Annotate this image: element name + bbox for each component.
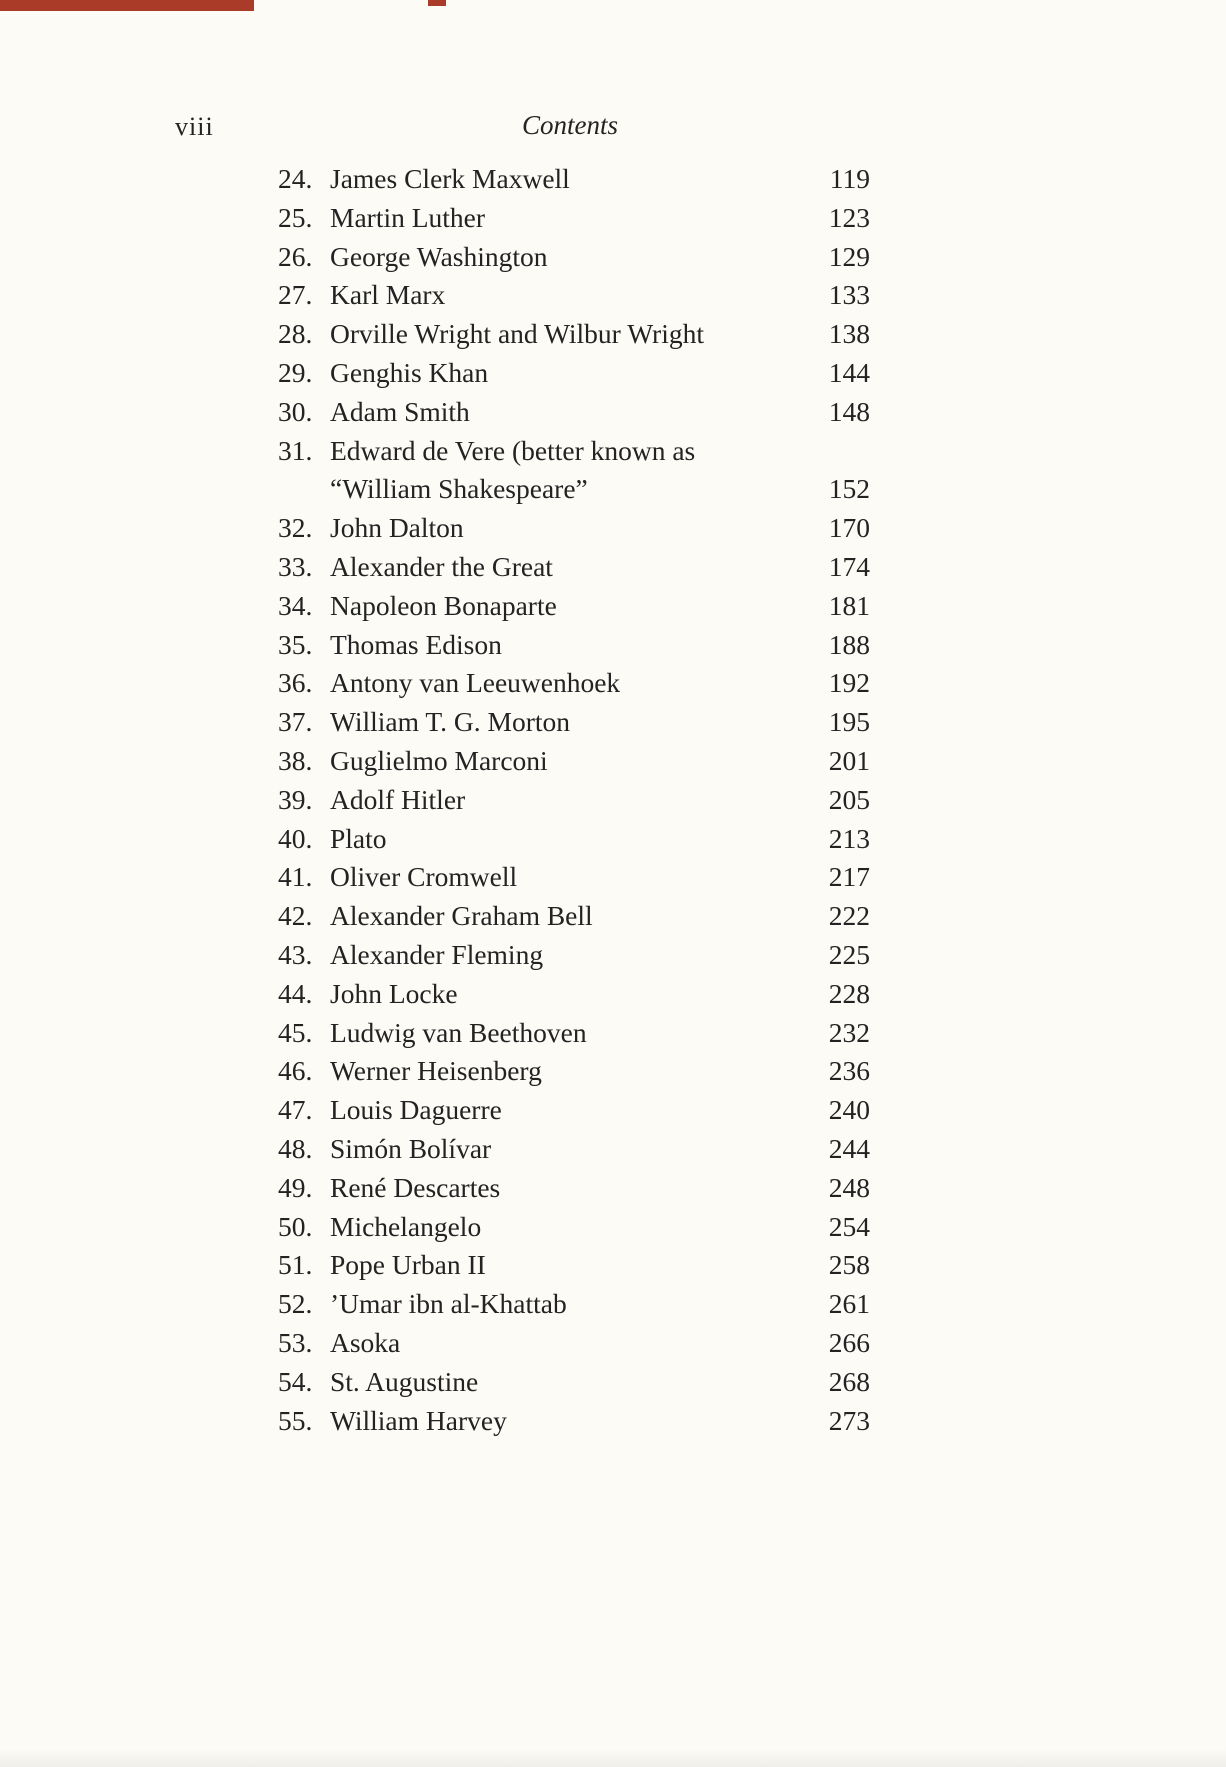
red-edge-mark: [0, 0, 254, 11]
toc-entry: [278, 626, 870, 665]
toc-entry-page: 174: [828, 550, 870, 582]
running-head-contents: Contents: [521, 110, 618, 140]
toc-entry-title: William T. G. Morton: [330, 706, 571, 738]
toc-entry: [278, 703, 870, 742]
toc-entry-number: 48.: [278, 1132, 313, 1164]
toc-entry-number: 37.: [278, 706, 313, 738]
toc-entry-number: 43.: [278, 938, 313, 970]
toc-entry-number: 46.: [278, 1055, 313, 1087]
toc-entry-number: 26.: [278, 240, 313, 272]
toc-entry-title: William Harvey: [330, 1404, 507, 1436]
toc-entry-title: George Washington: [330, 240, 548, 272]
toc-entry: [278, 897, 870, 936]
toc-entry: [278, 432, 870, 471]
toc-entry-page: 268: [828, 1365, 870, 1397]
toc-entry: [278, 664, 870, 703]
toc-entry-title: Louis Daguerre: [330, 1094, 502, 1126]
toc-entry-title: Adam Smith: [330, 395, 470, 427]
toc-entry-title: Ludwig van Beethoven: [330, 1016, 587, 1048]
toc-entry-number: 36.: [278, 667, 313, 699]
toc-entry: [278, 820, 870, 859]
page-number-folio: viii: [175, 112, 214, 141]
toc-entry: [278, 548, 870, 587]
toc-entry: [278, 1014, 870, 1053]
toc-entry-number: 29.: [278, 356, 313, 388]
toc-entry-title: Alexander Graham Bell: [330, 900, 593, 932]
toc-entry-title: Oliver Cromwell: [330, 861, 518, 893]
toc-entry: [278, 1246, 870, 1285]
toc-entry-number: 32.: [278, 512, 313, 544]
toc-entry: [278, 1402, 870, 1441]
toc-entry-page: 195: [828, 706, 870, 738]
toc-entry: [278, 781, 870, 820]
toc-entry-title: Werner Heisenberg: [330, 1055, 542, 1087]
toc-entry-page: 273: [828, 1404, 870, 1436]
toc-entry-number: 39.: [278, 783, 313, 815]
toc-entry: [278, 1208, 870, 1247]
toc-entry-number: 35.: [278, 628, 313, 660]
toc-entry-title: Edward de Vere (better known as: [330, 434, 696, 466]
toc-entry: [278, 276, 870, 315]
toc-entry-number: 42.: [278, 900, 313, 932]
toc-entry-page: 144: [828, 356, 870, 388]
toc-entry: [278, 1285, 870, 1324]
toc-entry-page: 258: [828, 1249, 870, 1281]
toc-entry: [278, 975, 870, 1014]
toc-entry-page: 254: [828, 1210, 870, 1242]
toc-entry-title: Orville Wright and Wilbur Wright: [330, 318, 704, 350]
toc-entry-title: Michelangelo: [330, 1210, 482, 1242]
toc-entry: [278, 1169, 870, 1208]
toc-entry-page: 248: [828, 1171, 870, 1203]
toc-entry-page: 217: [828, 861, 870, 893]
toc-entry-page: 232: [828, 1016, 870, 1048]
toc-entry-title: Pope Urban II: [330, 1249, 486, 1281]
toc-entry: [278, 470, 870, 509]
toc-entry-number: 33.: [278, 550, 313, 582]
toc-list: [278, 160, 870, 1440]
toc-entry: [278, 199, 870, 238]
toc-entry: [278, 1324, 870, 1363]
toc-entry-number: 47.: [278, 1094, 313, 1126]
toc-entry-number: 38.: [278, 744, 313, 776]
toc-entry-page: 213: [828, 822, 870, 854]
toc-entry-number: 50.: [278, 1210, 313, 1242]
toc-entry-page: 201: [828, 744, 870, 776]
toc-entry-title: Martin Luther: [330, 201, 486, 233]
toc-entry-number: 34.: [278, 589, 313, 621]
toc-entry-number: 44.: [278, 977, 313, 1009]
toc-entry-number: 24.: [278, 163, 313, 194]
toc-entry-page: 228: [828, 977, 870, 1009]
toc-entry: [278, 587, 870, 626]
toc-entry: [278, 936, 870, 975]
toc-entry-title: James Clerk Maxwell: [330, 163, 570, 194]
toc-entry: [278, 315, 870, 354]
toc-entry: [278, 160, 870, 199]
toc-entry-title: Thomas Edison: [330, 628, 502, 660]
toc-entry-page: 236: [828, 1055, 870, 1087]
toc-entry: [278, 509, 870, 548]
toc-entry: [278, 742, 870, 781]
toc-entry-page: 133: [828, 279, 870, 311]
toc-entry: [278, 354, 870, 393]
toc-entry-title: Karl Marx: [330, 279, 446, 311]
toc-entry-page: 261: [828, 1288, 870, 1320]
toc-entry-page: 152: [828, 473, 870, 505]
toc-entry-title: Alexander Fleming: [330, 938, 544, 970]
toc-entry-number: 53.: [278, 1326, 313, 1358]
toc-entry-number: 40.: [278, 822, 313, 854]
toc-entry: [278, 393, 870, 432]
toc-entry-number: 25.: [278, 201, 313, 233]
toc-entry-title: Asoka: [330, 1326, 401, 1358]
toc-entry: [278, 1052, 870, 1091]
toc-entry-number: 45.: [278, 1016, 313, 1048]
toc-entry-title: “William Shakespeare”: [330, 473, 588, 505]
toc-entry-number: 51.: [278, 1249, 313, 1281]
toc-entry-page: 192: [828, 667, 870, 699]
toc-entry-title: ’Umar ibn al-Khattab: [330, 1288, 567, 1320]
toc-entry-page: 188: [828, 628, 870, 660]
toc-entry-title: Simón Bolívar: [330, 1132, 492, 1164]
toc-entry-title: Adolf Hitler: [330, 783, 466, 815]
toc-entry: [278, 858, 870, 897]
toc-entry-number: 52.: [278, 1288, 313, 1320]
toc-entry-title: Guglielmo Marconi: [330, 744, 548, 776]
toc-entry-title: Antony van Leeuwenhoek: [330, 667, 621, 699]
toc-entry-page: 222: [828, 900, 870, 932]
toc-entry-number: 41.: [278, 861, 313, 893]
toc-entry-title: Alexander the Great: [330, 550, 553, 582]
toc-entry-title: Napoleon Bonaparte: [330, 589, 557, 621]
toc-entry: [278, 1091, 870, 1130]
toc-entry-page: 225: [828, 938, 870, 970]
toc-entry-number: 31.: [278, 434, 313, 466]
toc-entry-page: 138: [828, 318, 870, 350]
toc-entry-page: 129: [828, 240, 870, 272]
toc-entry: [278, 238, 870, 277]
toc-entry-title: John Locke: [330, 977, 458, 1009]
toc-entry-number: 49.: [278, 1171, 313, 1203]
toc-entry-page: 170: [828, 512, 870, 544]
toc-entry-number: 54.: [278, 1365, 313, 1397]
toc-entry-number: 27.: [278, 279, 313, 311]
toc-entry-title: Plato: [330, 822, 387, 854]
toc-entry-title: John Dalton: [330, 512, 464, 544]
red-edge-mark-small: [428, 0, 446, 6]
toc-entry: [278, 1130, 870, 1169]
toc-entry-number: 30.: [278, 395, 313, 427]
toc-entry-page: 240: [828, 1094, 870, 1126]
toc-entry-title: St. Augustine: [330, 1365, 479, 1397]
toc-entry-title: René Descartes: [330, 1171, 501, 1203]
toc-entry-page: 148: [828, 395, 870, 427]
toc-entry-page: 119: [829, 163, 870, 194]
toc-entry-number: 28.: [278, 318, 313, 350]
toc-entry-page: 205: [828, 783, 870, 815]
toc-entry: [278, 1363, 870, 1402]
toc-entry-title: Genghis Khan: [330, 356, 489, 388]
toc-entry-number: 55.: [278, 1404, 313, 1436]
toc-entry-page: 123: [828, 201, 870, 233]
toc-entry-page: 266: [828, 1326, 870, 1358]
toc-entry-page: 181: [828, 589, 870, 621]
toc-entry-page: 244: [828, 1132, 870, 1164]
